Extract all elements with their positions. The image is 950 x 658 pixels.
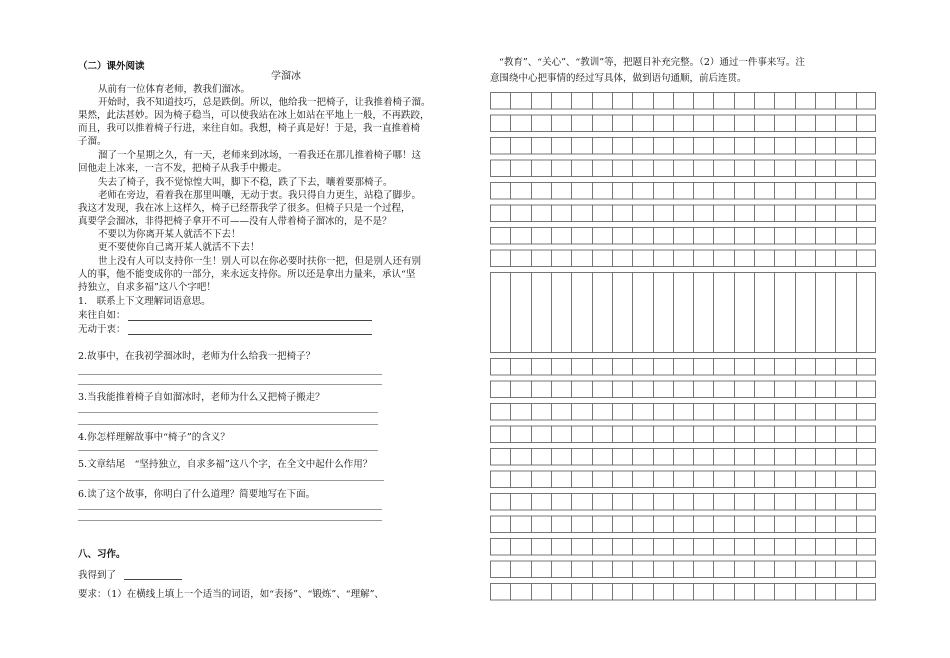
grid-row[interactable] <box>491 359 876 376</box>
question-3: 3.当我能推着椅子自如溜冰时，老师为什么又把椅子搬走？ <box>78 392 325 403</box>
answer-line-1b[interactable] <box>128 334 372 335</box>
grid-row[interactable] <box>491 449 876 466</box>
answer-line[interactable] <box>78 509 382 510</box>
story-line: 从前有一位体育老师，教我们溜冰。 <box>98 84 251 95</box>
story-line: 开始时，我不知道技巧，总是跌倒。所以，他给我一把椅子，让我推着椅子溜。 <box>98 97 431 108</box>
story-line: 人的事，他不能变成你的一部分，来永远支持你。所以还是拿出力量来，承认“坚 <box>78 269 416 280</box>
story-line: 更不要使你自己离开某人就活不下去！ <box>98 242 260 253</box>
answer-line[interactable] <box>78 412 378 413</box>
grid-row[interactable] <box>491 115 876 132</box>
composition-grid[interactable] <box>490 92 876 606</box>
answer-line[interactable] <box>78 424 378 425</box>
story-line: 我这才发现，我在冰上这样久，椅子已经帮我学了很多。但椅子只是一个过程， <box>78 203 411 214</box>
grid-row[interactable] <box>491 381 876 398</box>
story-title: 学溜冰 <box>271 71 301 82</box>
composition-grid-svg <box>490 92 876 606</box>
question-1b-label: 无动于衷： <box>78 324 126 335</box>
grid-tall-row[interactable] <box>491 273 876 353</box>
question-1: 1. 联系上下文理解词语意思。 <box>78 296 211 307</box>
essay-requirement-line: 意围绕中心把事情的经过写具体，做到语句通顺，前后连贯。 <box>490 73 747 84</box>
section-title-extracurricular-reading: （二）课外阅读 <box>78 61 145 72</box>
question-2: 2.故事中，在我初学溜冰时，老师为什么给我一把椅子？ <box>78 351 316 362</box>
grid-row[interactable] <box>491 228 876 245</box>
answer-line[interactable] <box>78 520 382 521</box>
question-6: 6.读了这个故事，你明白了什么道理？简要地写在下面。 <box>78 489 316 500</box>
story-line: 果然，此法甚妙。因为椅子稳当，可以使我站在冰上如站在平地上一般，不再跌跤， <box>78 110 430 121</box>
story-line: 溜了一个星期之久，有一天，老师来到冰场，一看我还在那儿推着椅子哪！这 <box>98 150 422 161</box>
story-line: 真要学会溜冰，非得把椅子拿开不可——没有人带着椅子溜冰的，是不是？ <box>78 216 392 227</box>
answer-line[interactable] <box>78 374 382 375</box>
answer-line-1a[interactable] <box>128 320 372 321</box>
grid-row[interactable] <box>491 138 876 155</box>
story-line: 而且，我可以推着椅子行进，来往自如。我想，椅子真是好！于是，我一直推着椅 <box>78 123 421 134</box>
story-line: 失去了椅子，我不觉惊惶大叫，脚下不稳，跌了下去，嚷着要那椅子。 <box>98 177 393 188</box>
grid-row[interactable] <box>491 93 876 110</box>
grid-row[interactable] <box>491 561 876 578</box>
grid-row[interactable] <box>491 516 876 533</box>
answer-line[interactable] <box>78 450 378 451</box>
grid-row[interactable] <box>491 471 876 488</box>
grid-row[interactable] <box>491 426 876 443</box>
grid-row[interactable] <box>491 494 876 511</box>
question-5: 5.文章结尾 “坚持独立，自求多福”这八个字，在全文中起什么作用？ <box>78 459 373 470</box>
question-4: 4.你怎样理解故事中“椅子”的含义？ <box>78 432 230 443</box>
story-line: 回他走上冰来，一言不发，把椅子从我手中搬走。 <box>78 163 288 174</box>
grid-row[interactable] <box>491 404 876 421</box>
essay-requirement-line: “教育”、“关心”、“教训”等，把题目补充完整。（2）通过一件事来写。注 <box>499 57 805 68</box>
essay-title-prompt: 我得到了 <box>78 570 117 581</box>
story-line: 老师在旁边，看着我在那里叫嚷，无动于衷。我只得自力更生，站稳了脚步。 <box>98 190 422 201</box>
grid-row[interactable] <box>491 183 876 200</box>
story-line: 世上没有人可以支持你一生！别人可以在你必要时扶你一把，但是别人还有别 <box>98 256 422 267</box>
grid-row[interactable] <box>491 539 876 556</box>
grid-row[interactable] <box>491 160 876 177</box>
story-line: 持独立，自求多福”这八个字吧！ <box>78 282 216 293</box>
grid-row[interactable] <box>491 205 876 222</box>
story-line: 不要以为你离开某人就活不下去！ <box>98 229 241 240</box>
section-8-title: 八、习作。 <box>78 549 126 560</box>
grid-row[interactable] <box>491 250 876 267</box>
grid-row[interactable] <box>491 584 876 601</box>
answer-line[interactable] <box>78 384 382 385</box>
story-line: 子溜。 <box>78 136 107 147</box>
essay-requirement-line: 要求：（1）在横线上填上一个适当的词语，如“表扬”、“锻炼”、“理解”、 <box>78 589 384 600</box>
answer-line[interactable] <box>78 480 384 481</box>
question-1a-label: 来往自如： <box>78 310 126 321</box>
essay-title-blank[interactable] <box>124 579 182 580</box>
